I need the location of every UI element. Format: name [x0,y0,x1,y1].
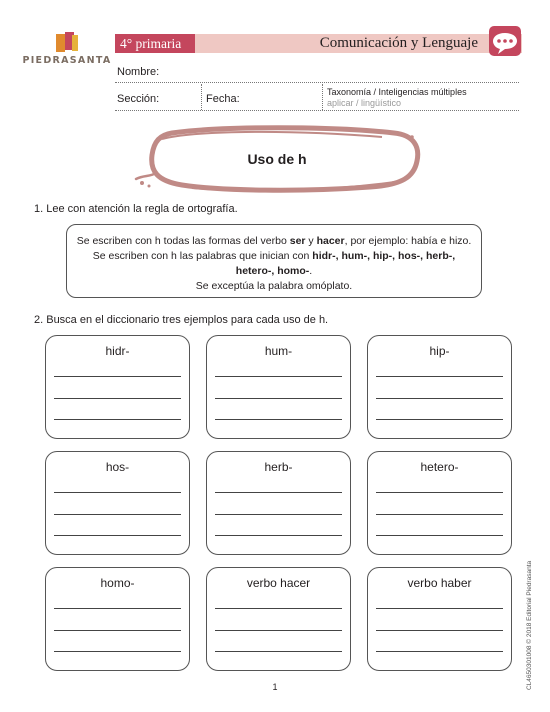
answer-line[interactable] [215,376,342,377]
card-title: hip- [429,344,450,358]
answer-line[interactable] [376,608,503,609]
answer-line[interactable] [376,514,503,515]
example-card [367,451,512,555]
answer-line[interactable] [54,651,181,652]
copyright-text: CL4650301008 © 2018 Editorial Piedrasanta [526,560,533,690]
answer-line[interactable] [215,535,342,536]
example-card [206,567,351,671]
rule-box [66,224,482,298]
answer-line[interactable] [215,398,342,399]
example-card [45,451,190,555]
section-label: Sección: [117,93,160,105]
rule-line-4: Se exceptúa la palabra omóplato. [195,280,353,292]
example-card [206,451,351,555]
name-line[interactable] [115,82,519,83]
answer-line[interactable] [376,651,503,652]
publisher-name: PIEDRASANTA [22,55,112,66]
card-title: herb- [264,460,293,474]
answer-line[interactable] [54,514,181,515]
grade-label: 4° primaria [115,34,195,53]
answer-line[interactable] [376,535,503,536]
answer-line[interactable] [215,608,342,609]
answer-line[interactable] [54,535,181,536]
subject-title: Comunicación y Lenguaje [319,35,478,51]
taxonomy-value: aplicar / lingüístico [327,98,402,108]
answer-line[interactable] [376,630,503,631]
answer-line[interactable] [376,419,503,420]
answer-line[interactable] [54,398,181,399]
answer-line[interactable] [215,419,342,420]
name-label: Nombre: [117,66,160,78]
date-label: Fecha: [206,93,240,105]
rule-line-2: Se escriben con h las palabras que inician con hidr-, hum-, hip-, hos-, herb-, [92,250,456,262]
answer-line[interactable] [376,376,503,377]
card-title: verbo haber [407,576,472,590]
card-title: homo- [100,576,135,590]
instruction-2: 2. Busca en el diccionario tres ejemplos para cada uso de h. [34,314,329,326]
answer-line[interactable] [54,608,181,609]
instruction-1: 1. Lee con atención la regla de ortografía. [34,203,238,215]
card-title: hetero- [420,460,459,474]
example-card [367,567,512,671]
answer-line[interactable] [54,376,181,377]
page-title: Uso de h [247,151,307,167]
answer-line[interactable] [215,630,342,631]
answer-line[interactable] [215,514,342,515]
rule-line-3: hetero-, homo-. [235,265,313,277]
card-title: hos- [105,460,130,474]
speech-bubble-icon [486,24,524,62]
answer-line[interactable] [215,492,342,493]
page-number: 1 [272,682,278,692]
form-divider [201,84,202,110]
card-title: hum- [264,344,293,358]
copyright-note [519,560,533,690]
publisher-logo [22,30,112,72]
title-banner [132,125,422,193]
rule-line-1: Se escriben con h todas las formas del verbo ser y hacer, por ejemplo: había e hizo. [76,235,472,247]
example-card [206,335,351,439]
answer-line[interactable] [376,492,503,493]
answer-line[interactable] [376,398,503,399]
form-divider [322,84,323,110]
answer-line[interactable] [54,419,181,420]
answer-line[interactable] [54,492,181,493]
example-card [45,335,190,439]
taxonomy-label: Taxonomía / Inteligencias múltiples [327,87,467,97]
answer-line[interactable] [215,651,342,652]
book-logo-icon [52,30,82,56]
answer-line[interactable] [54,630,181,631]
card-title: verbo hacer [246,576,311,590]
card-title: hidr- [105,344,130,358]
example-card [45,567,190,671]
section-line[interactable] [115,110,519,111]
example-card [367,335,512,439]
